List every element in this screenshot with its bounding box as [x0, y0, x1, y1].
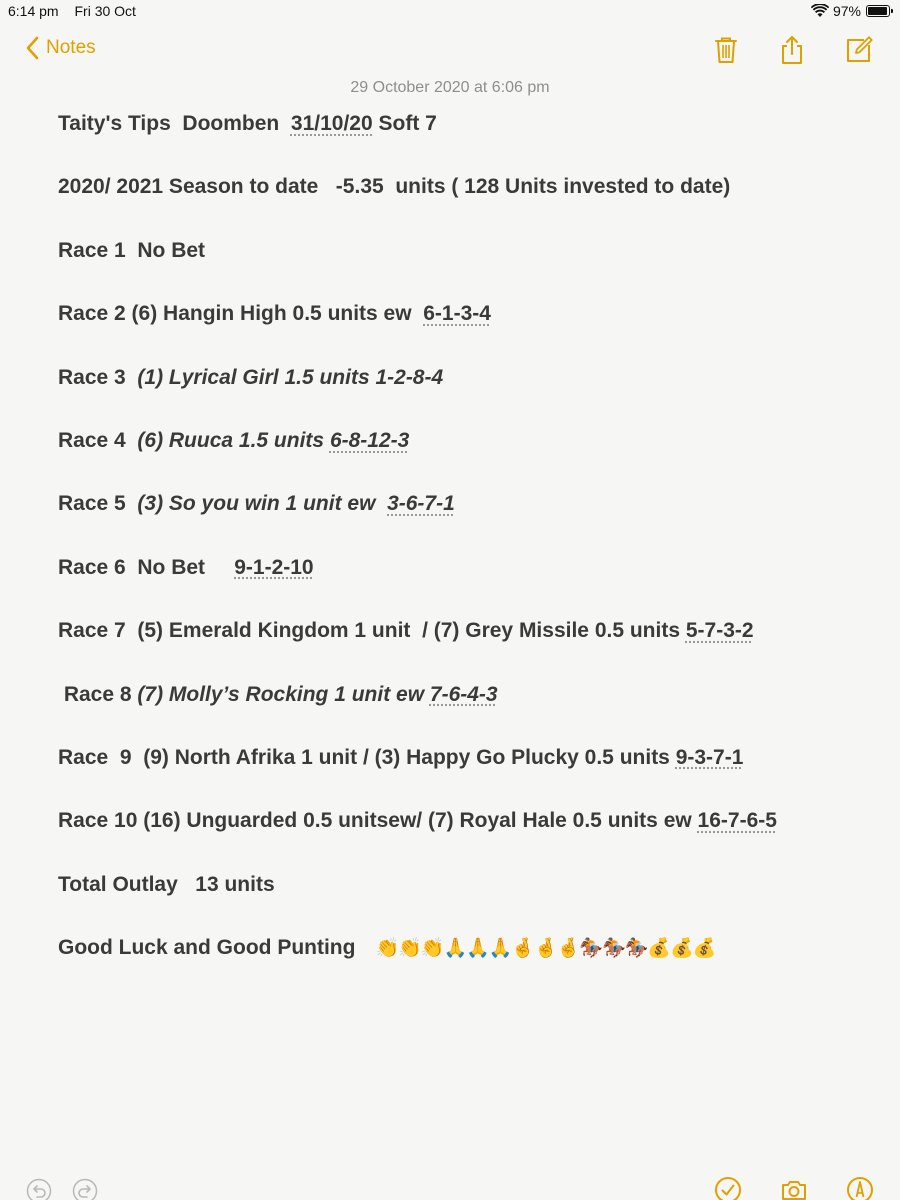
note-text: Good Luck and Good Punting: [58, 936, 356, 960]
note-line: [58, 239, 878, 302]
note-line: [58, 809, 878, 872]
note-text: Race 3: [58, 365, 138, 389]
note-line: [58, 556, 878, 619]
note-line: [58, 873, 878, 936]
camera-icon: [780, 1176, 808, 1200]
note-line: [58, 683, 878, 746]
note-date: 29 October 2020 at 6:06 pm: [350, 79, 550, 96]
chevron-left-icon: [26, 36, 40, 60]
battery-percent: 97%: [832, 3, 861, 19]
emoji-text: 👏👏👏🙏🙏🙏🤞🤞🤞🏇🏇🏇💰💰💰: [375, 938, 716, 960]
note-text: 31/10/20: [290, 112, 373, 135]
note-text: 2020/ 2021 Season to date -5.35 units ( 128 Units invested to date): [58, 175, 731, 199]
redo-button[interactable]: [72, 1178, 98, 1200]
battery-icon: [866, 5, 890, 17]
compose-button[interactable]: [842, 34, 874, 66]
note-text: Soft 7: [372, 112, 437, 135]
delete-button[interactable]: [710, 34, 742, 66]
note-line: [58, 112, 878, 175]
note-text: Race 7 (5) Emerald Kingdom 1 unit / (7) Grey Missile 0.5 units: [58, 619, 686, 643]
undo-icon: [26, 1178, 52, 1200]
note-line: [58, 492, 878, 555]
wifi-icon: [811, 4, 829, 18]
note-text: 6-1-3-4: [423, 302, 491, 326]
note-text: Race 6 No Bet: [58, 555, 235, 579]
note-text: Race 4: [58, 428, 138, 452]
status-time: 6:14 pm: [8, 3, 59, 19]
note-line: [58, 175, 878, 238]
status-right: [811, 3, 890, 19]
note-text: 16-7-6-5: [697, 809, 777, 833]
status-left: [8, 3, 148, 19]
markup-icon: [846, 1176, 874, 1200]
note-text: 9-3-7-1: [675, 745, 744, 769]
battery-fill: [868, 7, 887, 15]
note-text: Race 2 (6) Hangin High 0.5 units ew: [58, 302, 424, 326]
status-date: Fri 30 Oct: [74, 3, 136, 19]
bottom-tools: [676, 1176, 874, 1200]
redo-icon: [72, 1178, 98, 1200]
camera-button[interactable]: [780, 1176, 808, 1200]
note-text: Taity's Tips Doomben: [58, 112, 291, 135]
share-button[interactable]: [776, 34, 808, 66]
checklist-icon: [714, 1176, 742, 1200]
undo-redo-group: [26, 1178, 118, 1200]
note-text: (3) So you win 1 unit ew: [137, 492, 388, 516]
note-text: 5-7-3-2: [685, 619, 754, 643]
note-line: [58, 746, 878, 809]
note-body[interactable]: [58, 112, 878, 999]
note-text: Total Outlay 13 units: [58, 872, 275, 896]
markup-button[interactable]: [846, 1176, 874, 1200]
note-text: 6-8-12-3: [329, 428, 410, 452]
note-text: 3-6-7-1: [387, 492, 455, 516]
back-to-notes-button[interactable]: [26, 36, 96, 60]
note-text: Race 1 No Bet: [58, 238, 206, 262]
note-text: 7-6-4-3: [429, 682, 498, 706]
checklist-button[interactable]: [714, 1176, 742, 1200]
note-text: Race 5: [58, 492, 138, 516]
share-icon: [776, 34, 808, 66]
note-line: [58, 619, 878, 682]
back-label: Notes: [46, 37, 96, 58]
note-text: (6) Ruuca 1.5 units: [137, 428, 330, 452]
note-text: (1) Lyrical Girl 1.5 units 1-2-8-4: [137, 365, 444, 389]
note-text: Race 9 (9) North Afrika 1 unit / (3) Happy Go Plucky 0.5 units: [58, 745, 676, 769]
note-line: [58, 429, 878, 492]
note-text: 9-1-2-10: [234, 555, 314, 579]
nav-actions: [676, 34, 874, 66]
note-line: [58, 302, 878, 365]
trash-icon: [710, 34, 742, 66]
undo-button[interactable]: [26, 1178, 52, 1200]
note-text: Race 10 (16) Unguarded 0.5 unitsew/ (7) Royal Hale 0.5 units ew: [58, 809, 698, 833]
note-line: [58, 936, 878, 999]
compose-icon: [842, 34, 874, 66]
note-text: Race 8: [58, 682, 138, 706]
status-bar: [0, 0, 900, 24]
note-line: [58, 366, 878, 429]
note-text: (7) Molly’s Rocking 1 unit ew: [137, 682, 430, 706]
